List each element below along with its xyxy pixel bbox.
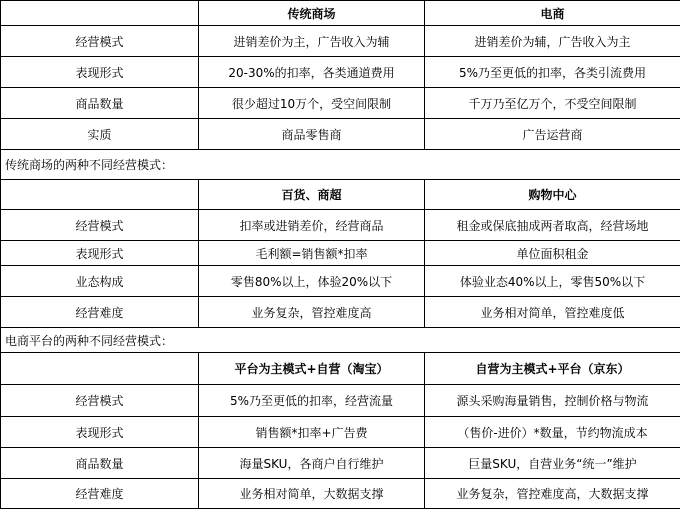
table-row bbox=[1, 266, 680, 297]
table-header-row bbox=[1, 1, 680, 26]
table-cell: 5%乃至更低的扣率，各类引流费用 bbox=[425, 57, 680, 88]
table-header-row bbox=[1, 353, 680, 385]
section-title-row bbox=[1, 328, 680, 353]
header-department-store: 百货、商超 bbox=[199, 180, 425, 210]
section-title-platform-models: 电商平台的两种不同经营模式： bbox=[1, 328, 425, 353]
header-corner-cell bbox=[1, 1, 199, 26]
section-title-empty-cell bbox=[425, 328, 680, 353]
table-cell: 商品零售商 bbox=[199, 119, 425, 150]
table-cell: 体验业态40%以上，零售50%以下 bbox=[425, 266, 680, 297]
row-label: 经营难度 bbox=[1, 479, 199, 509]
table-row bbox=[1, 119, 680, 150]
table-row bbox=[1, 26, 680, 57]
row-label: 实质 bbox=[1, 119, 199, 150]
table-cell: 20-30%的扣率，各类通道费用 bbox=[199, 57, 425, 88]
row-label: 经营模式 bbox=[1, 26, 199, 57]
table-cell: 广告运营商 bbox=[425, 119, 680, 150]
table-cell: 销售额*扣率+广告费 bbox=[199, 417, 425, 448]
table-cell: 进销差价为主，广告收入为辅 bbox=[199, 26, 425, 57]
header-traditional-mall: 传统商场 bbox=[199, 1, 425, 26]
table-cell: 毛利额=销售额*扣率 bbox=[199, 241, 425, 266]
row-label: 表现形式 bbox=[1, 57, 199, 88]
table-row bbox=[1, 479, 680, 509]
table-cell: 业务复杂，管控难度高，大数据支撑 bbox=[425, 479, 680, 509]
section-title-mall-models: 传统商场的两种不同经营模式： bbox=[1, 150, 425, 180]
table-cell: 源头采购海量销售，控制价格与物流 bbox=[425, 385, 680, 417]
table-row bbox=[1, 241, 680, 266]
table-row bbox=[1, 448, 680, 479]
section-title-row bbox=[1, 150, 680, 180]
table-row bbox=[1, 57, 680, 88]
header-shopping-center: 购物中心 bbox=[425, 180, 680, 210]
row-label: 表现形式 bbox=[1, 417, 199, 448]
table-cell: 巨量SKU，自营业务“统一”维护 bbox=[425, 448, 680, 479]
table-row bbox=[1, 417, 680, 448]
header-corner-cell bbox=[1, 180, 199, 210]
table-row bbox=[1, 385, 680, 417]
header-jd-model: 自营为主模式+平台（京东） bbox=[425, 353, 680, 385]
header-corner-cell bbox=[1, 353, 199, 385]
table-cell: 业务复杂，管控难度高 bbox=[199, 297, 425, 328]
row-label: 经营模式 bbox=[1, 210, 199, 241]
table-row bbox=[1, 210, 680, 241]
table-cell: （售价-进价）*数量，节约物流成本 bbox=[425, 417, 680, 448]
row-label: 表现形式 bbox=[1, 241, 199, 266]
table-cell: 单位面积租金 bbox=[425, 241, 680, 266]
table-cell: 租金或保底抽成两者取高，经营场地 bbox=[425, 210, 680, 241]
row-label: 经营难度 bbox=[1, 297, 199, 328]
row-label: 商品数量 bbox=[1, 88, 199, 119]
table-cell: 海量SKU，各商户自行维护 bbox=[199, 448, 425, 479]
header-taobao-model: 平台为主模式+自营（淘宝） bbox=[199, 353, 425, 385]
section-title-empty-cell bbox=[425, 150, 680, 180]
table-row bbox=[1, 297, 680, 328]
table-header-row bbox=[1, 180, 680, 210]
table-row bbox=[1, 88, 680, 119]
table-cell: 零售80%以上，体验20%以下 bbox=[199, 266, 425, 297]
table-cell: 进销差价为辅，广告收入为主 bbox=[425, 26, 680, 57]
table-cell: 业务相对简单，管控难度低 bbox=[425, 297, 680, 328]
table-cell: 很少超过10万个，受空间限制 bbox=[199, 88, 425, 119]
table-cell: 业务相对简单，大数据支撑 bbox=[199, 479, 425, 509]
header-ecommerce: 电商 bbox=[425, 1, 680, 26]
table-cell: 扣率或进销差价，经营商品 bbox=[199, 210, 425, 241]
row-label: 经营模式 bbox=[1, 385, 199, 417]
table-cell: 千万乃至亿万个，不受空间限制 bbox=[425, 88, 680, 119]
table-cell: 5%乃至更低的扣率，经营流量 bbox=[199, 385, 425, 417]
row-label: 商品数量 bbox=[1, 448, 199, 479]
row-label: 业态构成 bbox=[1, 266, 199, 297]
